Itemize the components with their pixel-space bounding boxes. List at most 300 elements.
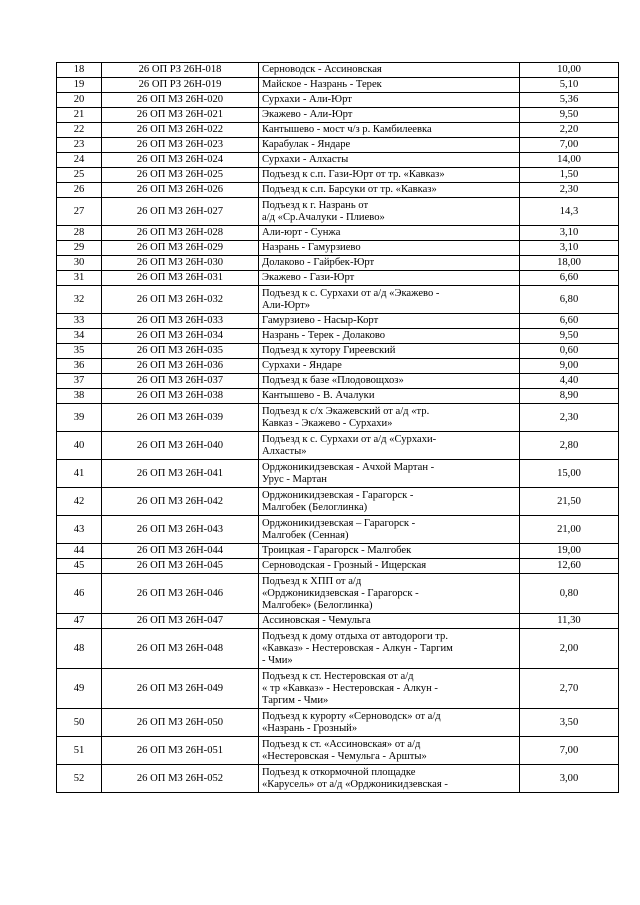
- road-length-cell: [520, 669, 619, 709]
- road-length-cell: [520, 226, 619, 241]
- row-number-cell: [57, 544, 102, 559]
- road-code-cell: [102, 404, 259, 432]
- row-number-text: 30: [73, 257, 85, 268]
- road-length-cell: [520, 63, 619, 78]
- road-code-text: 26 ОП МЗ 26Н-044: [136, 545, 224, 556]
- road-length-text: 3,10: [559, 227, 579, 238]
- road-length-text: 12,60: [557, 560, 581, 571]
- row-number-cell: [57, 153, 102, 168]
- row-number-cell: [57, 709, 102, 737]
- row-number-text: 35: [73, 345, 85, 356]
- road-name-cell: [259, 709, 520, 737]
- row-number-text: 24: [73, 154, 85, 165]
- road-length-cell: [520, 574, 619, 614]
- road-length-cell: [520, 108, 619, 123]
- road-name-cell: [259, 516, 520, 544]
- road-length-cell: [520, 765, 619, 793]
- road-length-text: 6,60: [559, 315, 579, 326]
- road-code-cell: [102, 432, 259, 460]
- road-code-cell: [102, 123, 259, 138]
- road-name-cell: [259, 256, 520, 271]
- road-length-cell: [520, 183, 619, 198]
- road-code-text: 26 ОП МЗ 26Н-050: [136, 716, 224, 728]
- row-number-cell: [57, 737, 102, 765]
- table-row: [57, 226, 619, 241]
- row-number-cell: [57, 241, 102, 256]
- road-name-text: Экажево - Али-Юрт: [262, 109, 353, 120]
- row-number-text: 48: [73, 642, 85, 654]
- road-length-text: 5,36: [559, 94, 579, 105]
- road-code-cell: [102, 737, 259, 765]
- road-code-text: 26 ОП РЗ 26Н-018: [138, 64, 222, 75]
- road-length-cell: [520, 256, 619, 271]
- table-row: [57, 488, 619, 516]
- row-number-cell: [57, 359, 102, 374]
- road-name-text: Майское - Назрань - Терек: [262, 79, 382, 90]
- row-number-text: 41: [73, 467, 85, 479]
- road-code-cell: [102, 389, 259, 404]
- row-number-cell: [57, 108, 102, 123]
- road-name-text: Гамурзиево - Насыр-Корт: [262, 315, 379, 326]
- road-name-cell: [259, 108, 520, 123]
- road-name-cell: [259, 629, 520, 669]
- road-code-cell: [102, 709, 259, 737]
- road-length-cell: [520, 138, 619, 153]
- row-number-text: 25: [73, 169, 85, 180]
- road-code-cell: [102, 153, 259, 168]
- road-length-cell: [520, 488, 619, 516]
- road-name-text: Подъезд к дому отдыха от автодороги тр. «Кавказ» - Нестеровская - Алкун - Таргим - Чми»: [262, 630, 453, 666]
- row-number-cell: [57, 488, 102, 516]
- road-code-cell: [102, 314, 259, 329]
- road-length-cell: [520, 374, 619, 389]
- road-name-cell: [259, 460, 520, 488]
- row-number-text: 29: [73, 242, 85, 253]
- road-name-text: Подъезд к хутору Гиреевский: [262, 345, 396, 356]
- table-row: [57, 359, 619, 374]
- row-number-cell: [57, 256, 102, 271]
- road-name-cell: [259, 404, 520, 432]
- road-code-text: 26 ОП МЗ 26Н-048: [136, 642, 224, 654]
- road-length-text: 21,00: [557, 523, 581, 535]
- road-code-cell: [102, 183, 259, 198]
- table-row: [57, 389, 619, 404]
- road-code-text: 26 ОП МЗ 26Н-033: [136, 315, 224, 326]
- road-code-text: 26 ОП МЗ 26Н-040: [136, 439, 224, 451]
- road-length-cell: [520, 404, 619, 432]
- road-code-cell: [102, 63, 259, 78]
- road-length-text: 9,00: [559, 360, 579, 371]
- road-code-cell: [102, 198, 259, 226]
- road-code-cell: [102, 138, 259, 153]
- road-length-cell: [520, 153, 619, 168]
- row-number-text: 42: [73, 495, 85, 507]
- row-number-cell: [57, 93, 102, 108]
- table-row: [57, 138, 619, 153]
- road-length-text: 3,50: [559, 716, 579, 728]
- road-code-cell: [102, 544, 259, 559]
- road-length-text: 2,30: [559, 184, 579, 195]
- road-code-text: 26 ОП МЗ 26Н-045: [136, 560, 224, 571]
- road-length-text: 2,30: [559, 411, 579, 423]
- road-code-text: 26 ОП МЗ 26Н-021: [136, 109, 224, 120]
- road-name-text: Подъезд к ст. Нестеровская от а/д « тр «Кавказ» - Нестеровская - Алкун - Таргим - Чми»: [262, 670, 438, 706]
- road-length-cell: [520, 344, 619, 359]
- row-number-cell: [57, 460, 102, 488]
- road-length-text: 5,10: [559, 79, 579, 90]
- road-name-cell: [259, 737, 520, 765]
- table-row: [57, 271, 619, 286]
- row-number-cell: [57, 63, 102, 78]
- road-name-cell: [259, 544, 520, 559]
- table-row: [57, 123, 619, 138]
- row-number-text: 23: [73, 139, 85, 150]
- road-code-text: 26 ОП МЗ 26Н-041: [136, 467, 224, 479]
- road-name-text: Экажево - Гази-Юрт: [262, 272, 355, 283]
- road-length-cell: [520, 516, 619, 544]
- row-number-cell: [57, 574, 102, 614]
- row-number-text: 45: [73, 560, 85, 571]
- roads-table-body: [57, 63, 619, 793]
- road-code-cell: [102, 226, 259, 241]
- road-code-text: 26 ОП МЗ 26Н-030: [136, 257, 224, 268]
- road-length-text: 21,50: [557, 495, 581, 507]
- road-length-text: 2,70: [559, 682, 579, 694]
- row-number-text: 31: [73, 272, 85, 283]
- road-code-cell: [102, 344, 259, 359]
- table-row: [57, 614, 619, 629]
- road-length-text: 3,00: [559, 772, 579, 784]
- road-length-text: 4,40: [559, 375, 579, 386]
- road-name-cell: [259, 314, 520, 329]
- road-length-cell: [520, 198, 619, 226]
- row-number-text: 46: [73, 587, 85, 599]
- row-number-text: 43: [73, 523, 85, 535]
- row-number-text: 32: [73, 293, 85, 305]
- road-code-cell: [102, 574, 259, 614]
- road-length-text: 0,80: [559, 587, 579, 599]
- row-number-text: 33: [73, 315, 85, 326]
- row-number-text: 34: [73, 330, 85, 341]
- road-length-cell: [520, 123, 619, 138]
- row-number-cell: [57, 389, 102, 404]
- road-name-cell: [259, 432, 520, 460]
- table-row: [57, 765, 619, 793]
- road-length-text: 2,20: [559, 124, 579, 135]
- road-length-cell: [520, 78, 619, 93]
- road-name-text: Троицкая - Гарагорск - Малгобек: [262, 545, 412, 556]
- row-number-text: 18: [73, 64, 85, 75]
- road-name-text: Ассиновская - Чемульга: [262, 615, 371, 626]
- road-length-cell: [520, 271, 619, 286]
- road-code-cell: [102, 614, 259, 629]
- table-row: [57, 404, 619, 432]
- road-code-text: 26 ОП МЗ 26Н-052: [136, 772, 224, 784]
- table-row: [57, 432, 619, 460]
- table-row: [57, 256, 619, 271]
- table-row: [57, 709, 619, 737]
- road-name-text: Подъезд к с. Сурхахи от а/д «Сурхахи- Алхасты»: [262, 433, 437, 457]
- row-number-cell: [57, 374, 102, 389]
- road-code-text: 26 ОП МЗ 26Н-023: [136, 139, 224, 150]
- road-length-text: 3,10: [559, 242, 579, 253]
- road-length-text: 2,80: [559, 439, 579, 451]
- row-number-text: 37: [73, 375, 85, 386]
- table-row: [57, 183, 619, 198]
- road-length-text: 18,00: [557, 257, 581, 268]
- road-code-text: 26 ОП МЗ 26Н-039: [136, 411, 224, 423]
- road-name-cell: [259, 389, 520, 404]
- road-name-cell: [259, 329, 520, 344]
- row-number-cell: [57, 78, 102, 93]
- row-number-text: 52: [73, 772, 85, 784]
- road-length-text: 10,00: [557, 64, 581, 75]
- row-number-cell: [57, 286, 102, 314]
- road-name-text: Кантышево - В. Ачалуки: [262, 390, 375, 401]
- table-row: [57, 544, 619, 559]
- road-name-cell: [259, 153, 520, 168]
- row-number-text: 36: [73, 360, 85, 371]
- row-number-cell: [57, 765, 102, 793]
- road-length-cell: [520, 460, 619, 488]
- road-length-cell: [520, 359, 619, 374]
- road-code-text: 26 ОП МЗ 26Н-029: [136, 242, 224, 253]
- row-number-cell: [57, 183, 102, 198]
- road-length-cell: [520, 432, 619, 460]
- table-row: [57, 93, 619, 108]
- table-row: [57, 460, 619, 488]
- road-name-cell: [259, 488, 520, 516]
- road-length-cell: [520, 544, 619, 559]
- road-code-text: 26 ОП МЗ 26Н-051: [136, 744, 224, 756]
- road-length-cell: [520, 614, 619, 629]
- road-name-text: Карабулак - Яндаре: [262, 139, 351, 150]
- road-code-text: 26 ОП МЗ 26Н-034: [136, 330, 224, 341]
- road-length-cell: [520, 629, 619, 669]
- road-name-text: Подъезд к ст. «Ассиновская» от а/д «Нестеровская - Чемульга - Аршты»: [262, 738, 427, 762]
- table-row: [57, 669, 619, 709]
- road-code-text: 26 ОП МЗ 26Н-024: [136, 154, 224, 165]
- road-name-text: Сурхахи - Яндаре: [262, 360, 342, 371]
- road-name-cell: [259, 78, 520, 93]
- road-name-cell: [259, 183, 520, 198]
- road-name-cell: [259, 168, 520, 183]
- row-number-text: 28: [73, 227, 85, 238]
- road-length-text: 1,50: [559, 169, 579, 180]
- road-code-text: 26 ОП МЗ 26Н-022: [136, 124, 224, 135]
- table-row: [57, 314, 619, 329]
- road-name-cell: [259, 271, 520, 286]
- road-name-cell: [259, 93, 520, 108]
- road-length-text: 14,00: [557, 154, 581, 165]
- table-row: [57, 516, 619, 544]
- road-name-text: Орджоникидзевская – Гарагорск - Малгобек (Сенная): [262, 517, 416, 541]
- road-name-cell: [259, 669, 520, 709]
- road-code-text: 26 ОП МЗ 26Н-038: [136, 390, 224, 401]
- road-length-cell: [520, 559, 619, 574]
- road-name-cell: [259, 559, 520, 574]
- road-name-cell: [259, 63, 520, 78]
- row-number-text: 22: [73, 124, 85, 135]
- road-length-cell: [520, 168, 619, 183]
- road-length-cell: [520, 314, 619, 329]
- row-number-text: 21: [73, 109, 85, 120]
- row-number-text: 19: [73, 79, 85, 90]
- row-number-text: 38: [73, 390, 85, 401]
- road-code-text: 26 ОП МЗ 26Н-043: [136, 523, 224, 535]
- row-number-cell: [57, 314, 102, 329]
- road-length-cell: [520, 329, 619, 344]
- road-name-cell: [259, 574, 520, 614]
- road-code-text: 26 ОП МЗ 26Н-036: [136, 360, 224, 371]
- road-code-cell: [102, 93, 259, 108]
- road-name-text: Серноводская - Грозный - Ищерская: [262, 560, 427, 571]
- road-name-text: Подъезд к с.п. Гази-Юрт от тр. «Кавказ»: [262, 169, 445, 180]
- road-length-cell: [520, 241, 619, 256]
- road-name-cell: [259, 138, 520, 153]
- road-code-cell: [102, 460, 259, 488]
- road-code-text: 26 ОП МЗ 26Н-027: [136, 205, 224, 217]
- table-row: [57, 168, 619, 183]
- road-name-cell: [259, 614, 520, 629]
- road-length-cell: [520, 737, 619, 765]
- road-code-cell: [102, 329, 259, 344]
- road-name-text: Подъезд к с.п. Барсуки от тр. «Кавказ»: [262, 184, 437, 195]
- row-number-cell: [57, 168, 102, 183]
- row-number-cell: [57, 614, 102, 629]
- road-name-text: Подъезд к откормочной площадке «Карусель» от а/д «Орджоникидзевская -: [262, 766, 448, 790]
- road-length-text: 6,80: [559, 293, 579, 305]
- row-number-text: 51: [73, 744, 85, 756]
- road-name-cell: [259, 359, 520, 374]
- row-number-text: 44: [73, 545, 85, 556]
- table-row: [57, 559, 619, 574]
- road-name-text: Подъезд к с/х Экажевский от а/д «тр. Кавказ - Экажево - Сурхахи»: [262, 405, 430, 429]
- road-length-text: 14,3: [559, 205, 579, 217]
- table-row: [57, 344, 619, 359]
- road-name-text: Серноводск - Ассиновская: [262, 64, 382, 75]
- road-name-text: Назрань - Терек - Долаково: [262, 330, 386, 341]
- row-number-cell: [57, 226, 102, 241]
- road-name-cell: [259, 226, 520, 241]
- row-number-text: 26: [73, 184, 85, 195]
- road-name-text: Орджоникидзевская - Ачхой Мартан - Урус - Мартан: [262, 461, 435, 485]
- road-code-cell: [102, 629, 259, 669]
- road-name-cell: [259, 123, 520, 138]
- road-code-text: 26 ОП МЗ 26Н-026: [136, 184, 224, 195]
- road-code-text: 26 ОП МЗ 26Н-025: [136, 169, 224, 180]
- road-name-text: Али-юрт - Сунжа: [262, 227, 341, 238]
- row-number-text: 49: [73, 682, 85, 694]
- row-number-cell: [57, 404, 102, 432]
- road-code-text: 26 ОП МЗ 26Н-046: [136, 587, 224, 599]
- road-name-cell: [259, 374, 520, 389]
- row-number-cell: [57, 516, 102, 544]
- road-length-text: 7,00: [559, 139, 579, 150]
- road-name-cell: [259, 765, 520, 793]
- road-code-cell: [102, 256, 259, 271]
- road-name-text: Подъезд к курорту «Серноводск» от а/д «Назрань - Грозный»: [262, 710, 441, 734]
- road-length-text: 8,90: [559, 390, 579, 401]
- road-name-text: Подъезд к ХПП от а/д «Орджоникидзевская - Гарагорск - Малгобек» (Белоглинка): [262, 575, 419, 611]
- road-name-text: Подъезд к базе «Плодовощхоз»: [262, 375, 404, 386]
- row-number-text: 20: [73, 94, 85, 105]
- table-row: [57, 78, 619, 93]
- road-name-text: Сурхахи - Али-Юрт: [262, 94, 352, 105]
- road-name-text: Подъезд к с. Сурхахи от а/д «Экажево - Али-Юрт»: [262, 287, 440, 311]
- row-number-text: 40: [73, 439, 85, 451]
- row-number-cell: [57, 271, 102, 286]
- road-code-cell: [102, 271, 259, 286]
- road-code-text: 26 ОП МЗ 26Н-028: [136, 227, 224, 238]
- road-name-cell: [259, 344, 520, 359]
- table-row: [57, 374, 619, 389]
- road-name-text: Орджоникидзевская - Гарагорск - Малгобек (Белоглинка): [262, 489, 414, 513]
- road-name-text: Подъезд к г. Назрань от а/д «Ср.Ачалуки - Плиево»: [262, 199, 385, 223]
- road-length-text: 0,60: [559, 345, 579, 356]
- road-name-cell: [259, 241, 520, 256]
- row-number-text: 27: [73, 205, 85, 217]
- road-code-cell: [102, 516, 259, 544]
- row-number-text: 47: [73, 615, 85, 626]
- road-code-cell: [102, 78, 259, 93]
- table-row: [57, 329, 619, 344]
- road-code-cell: [102, 286, 259, 314]
- road-name-text: Сурхахи - Алхасты: [262, 154, 349, 165]
- row-number-text: 39: [73, 411, 85, 423]
- road-length-cell: [520, 286, 619, 314]
- row-number-cell: [57, 138, 102, 153]
- road-length-text: 15,00: [557, 467, 581, 479]
- table-row: [57, 198, 619, 226]
- road-length-cell: [520, 93, 619, 108]
- road-code-cell: [102, 488, 259, 516]
- row-number-cell: [57, 329, 102, 344]
- road-name-text: Назрань - Гамурзиево: [262, 242, 361, 253]
- table-row: [57, 153, 619, 168]
- road-code-text: 26 ОП МЗ 26Н-037: [136, 375, 224, 386]
- table-row: [57, 574, 619, 614]
- row-number-cell: [57, 123, 102, 138]
- road-name-cell: [259, 286, 520, 314]
- road-code-cell: [102, 669, 259, 709]
- road-code-text: 26 ОП МЗ 26Н-047: [136, 615, 224, 626]
- road-name-text: Долаково - Гайрбек-Юрт: [262, 257, 375, 268]
- road-code-cell: [102, 559, 259, 574]
- road-length-text: 9,50: [559, 109, 579, 120]
- road-code-cell: [102, 168, 259, 183]
- roads-table: [56, 62, 619, 793]
- road-name-cell: [259, 198, 520, 226]
- road-name-text: Кантышево - мост ч/з р. Камбилеевка: [262, 124, 432, 135]
- table-row: [57, 108, 619, 123]
- table-row: [57, 241, 619, 256]
- road-length-cell: [520, 709, 619, 737]
- road-code-text: 26 ОП МЗ 26Н-031: [136, 272, 224, 283]
- row-number-cell: [57, 198, 102, 226]
- road-code-text: 26 ОП МЗ 26Н-042: [136, 495, 224, 507]
- road-length-text: 6,60: [559, 272, 579, 283]
- row-number-cell: [57, 669, 102, 709]
- road-length-text: 2,00: [559, 642, 579, 654]
- road-length-cell: [520, 389, 619, 404]
- road-length-text: 7,00: [559, 744, 579, 756]
- road-code-cell: [102, 241, 259, 256]
- row-number-text: 50: [73, 716, 85, 728]
- road-code-text: 26 ОП МЗ 26Н-049: [136, 682, 224, 694]
- row-number-cell: [57, 432, 102, 460]
- road-length-text: 9,50: [559, 330, 579, 341]
